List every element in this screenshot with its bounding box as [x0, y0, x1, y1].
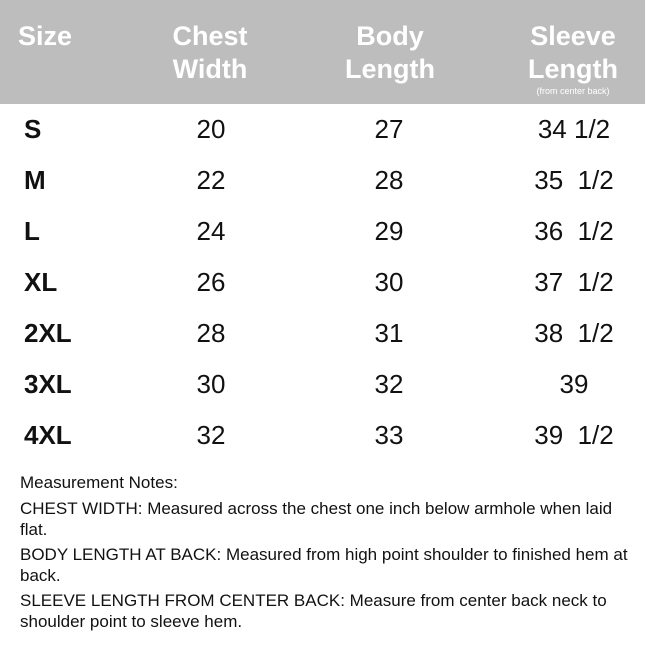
sleeve-cell: 35 1/2: [534, 165, 614, 195]
chest-cell: 28: [196, 318, 226, 348]
measurement-notes: [20, 472, 635, 636]
header-sleeve-line2: Length: [528, 54, 618, 84]
table-row: [0, 155, 645, 205]
chest-cell: 24: [196, 216, 226, 246]
size-cell: 4XL: [24, 420, 72, 450]
table-row: [0, 359, 645, 409]
table-row: [0, 104, 645, 154]
table-row: [0, 206, 645, 256]
size-cell: 3XL: [24, 369, 72, 399]
table-row: [0, 410, 645, 460]
size-cell: XL: [24, 267, 58, 297]
sleeve-cell: 38 1/2: [534, 318, 614, 348]
note-label: BODY LENGTH AT BACK:: [20, 545, 222, 564]
table-row: [0, 257, 645, 307]
body-cell: 31: [374, 318, 404, 348]
note-text: Measure from center back neck to shoulder point to sleeve hem.: [20, 591, 607, 631]
body-cell: 32: [374, 369, 404, 399]
note-text: Measured from high point shoulder to finished hem at back.: [20, 545, 628, 585]
header-size: [18, 20, 78, 53]
note-label: SLEEVE LENGTH FROM CENTER BACK:: [20, 591, 345, 610]
size-cell: S: [24, 114, 42, 144]
chest-cell: 26: [196, 267, 226, 297]
header-chest-line1: Chest: [172, 21, 248, 51]
header-sleeve-length: [508, 20, 638, 96]
table-row: [0, 308, 645, 358]
header-size-label: Size: [18, 21, 73, 51]
body-cell: 30: [374, 267, 404, 297]
header-sleeve-line1: Sleeve: [530, 21, 616, 51]
chest-cell: 22: [196, 165, 226, 195]
header-body-line2: Length: [345, 54, 435, 84]
note-body-length: [20, 544, 635, 586]
chest-cell: 20: [196, 114, 226, 144]
header-sleeve-sub: (from center back): [536, 86, 610, 96]
size-cell: L: [24, 216, 40, 246]
sleeve-cell: 36 1/2: [534, 216, 614, 246]
header-chest-width: [150, 20, 270, 86]
body-cell: 28: [374, 165, 404, 195]
sleeve-cell: 37 1/2: [534, 267, 614, 297]
table-header: [0, 0, 645, 104]
sleeve-cell: 39: [559, 369, 589, 399]
header-chest-line2: Width: [172, 54, 248, 84]
header-body-length: [330, 20, 450, 86]
size-cell: M: [24, 165, 46, 195]
size-cell: 2XL: [24, 318, 72, 348]
body-cell: 29: [374, 216, 404, 246]
note-sleeve-length: [20, 590, 635, 632]
body-cell: 33: [374, 420, 404, 450]
note-chest-width: [20, 498, 635, 540]
sleeve-cell: 34 1/2: [537, 114, 611, 144]
notes-title: Measurement Notes:: [20, 473, 178, 492]
chest-cell: 30: [196, 369, 226, 399]
note-text: Measured across the chest one inch below armhole when laid flat.: [20, 499, 613, 539]
chest-cell: 32: [196, 420, 226, 450]
note-label: CHEST WIDTH:: [20, 499, 143, 518]
body-cell: 27: [374, 114, 404, 144]
header-body-line1: Body: [356, 21, 424, 51]
sleeve-cell: 39 1/2: [534, 420, 614, 450]
